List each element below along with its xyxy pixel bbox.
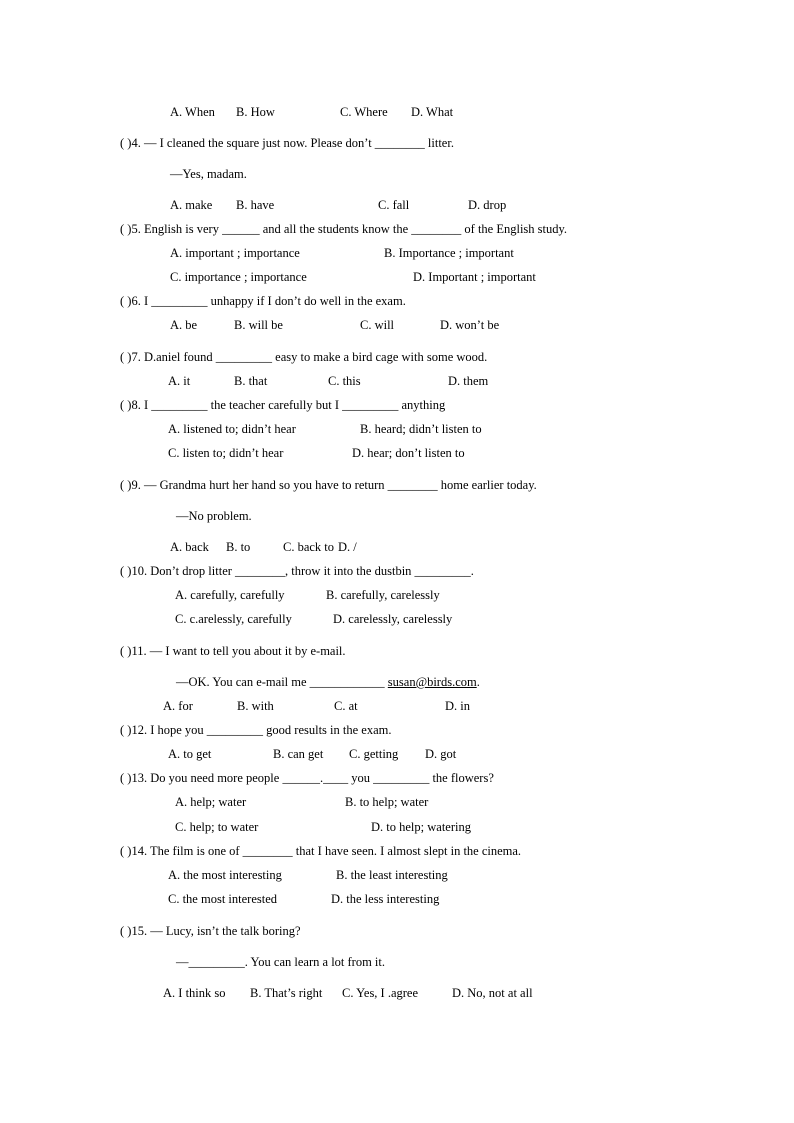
q14-option-a: A. the most interesting (168, 868, 282, 882)
q4-reply: —Yes, madam. (170, 167, 247, 181)
q11-reply-end: . (476, 675, 480, 689)
q10-option-c: C. c.arelessly, carefully (175, 612, 292, 626)
q15-option-d: D. No, not at all (452, 986, 533, 1000)
q14-option-c: C. the most interested (168, 892, 278, 906)
q7-option-d: D. them (448, 374, 489, 388)
q7-option-a: A. it (168, 374, 191, 388)
q13-option-a: A. help; water (175, 795, 247, 809)
q9-option-c: C. back to (283, 540, 335, 554)
q7-option-b: B. that (234, 374, 268, 388)
q5-option-d: D. Important ; important (413, 270, 536, 284)
q9-reply: —No problem. (176, 509, 252, 523)
q4-option-d: D. drop (468, 198, 507, 212)
q15-stem: ( )15. — Lucy, isn’t the talk boring? (120, 924, 301, 938)
q6-option-b: B. will be (234, 318, 283, 332)
q10-option-d: D. carelessly, carelessly (333, 612, 453, 626)
q11-option-c: C. at (334, 699, 358, 713)
q5-option-b: B. Importance ; important (384, 246, 514, 260)
q9-option-a: A. back (170, 540, 209, 554)
q13-stem: ( )13. Do you need more people ______.____ you _________ the flowers? (120, 771, 494, 785)
q11-option-b: B. with (237, 699, 274, 713)
q15-option-b: B. That’s right (250, 986, 323, 1000)
q12-option-b: B. can get (273, 747, 324, 761)
q5-stem: ( )5. English is very ______ and all the students know the ________ of the English study. (120, 222, 568, 236)
q3-option-c: C. Where (340, 105, 388, 119)
q11-stem: ( )11. — I want to tell you about it by e-mail. (120, 644, 346, 658)
q8-option-a: A. listened to; didn’t hear (168, 422, 296, 436)
q12-option-c: C. getting (349, 747, 399, 761)
q15-reply: —_________. You can learn a lot from it. (176, 955, 386, 969)
q15-option-a: A. I think so (163, 986, 226, 1000)
q8-stem: ( )8. I _________ the teacher carefully but I _________ anything (120, 398, 446, 412)
q12-option-d: D. got (425, 747, 457, 761)
q11-email-link[interactable]: susan@birds.com (387, 675, 477, 689)
q9-option-d: D. / (338, 540, 357, 554)
q13-option-c: C. help; to water (175, 820, 259, 834)
q11-reply-text: —OK. You can e-mail me ____________ (176, 675, 388, 689)
q15-option-c: C. Yes, I .agree (342, 986, 419, 1000)
q10-option-a: A. carefully, carefully (175, 588, 285, 602)
q3-option-d: D. What (411, 105, 454, 119)
q14-option-d: D. the less interesting (331, 892, 440, 906)
q8-option-d: D. hear; don’t listen to (352, 446, 465, 460)
q3-option-a: A. When (170, 105, 215, 119)
q7-stem: ( )7. D.aniel found _________ easy to make a bird cage with some wood. (120, 350, 488, 364)
q9-stem: ( )9. — Grandma hurt her hand so you have to return ________ home earlier today. (120, 478, 537, 492)
q4-option-a: A. make (170, 198, 213, 212)
q14-stem: ( )14. The film is one of ________ that I have seen. I almost slept in the cinema. (120, 844, 522, 858)
q5-option-c: C. importance ; importance (170, 270, 307, 284)
q11-option-a: A. for (163, 699, 193, 713)
q14-option-b: B. the least interesting (336, 868, 448, 882)
q6-option-d: D. won’t be (440, 318, 500, 332)
q11-option-d: D. in (445, 699, 470, 713)
q13-option-b: B. to help; water (345, 795, 429, 809)
q3-option-b: B. How (236, 105, 275, 119)
q12-option-a: A. to get (168, 747, 212, 761)
q4-stem: ( )4. — I cleaned the square just now. Please don’t ________ litter. (120, 136, 454, 150)
q12-stem: ( )12. I hope you _________ good results in the exam. (120, 723, 392, 737)
q8-option-c: C. listen to; didn’t hear (168, 446, 284, 460)
q10-stem: ( )10. Don’t drop litter ________, throw it into the dustbin _________. (120, 564, 474, 578)
q10-option-b: B. carefully, carelessly (326, 588, 440, 602)
q7-option-c: C. this (328, 374, 361, 388)
q5-option-a: A. important ; importance (170, 246, 300, 260)
q6-option-a: A. be (170, 318, 198, 332)
q4-option-c: C. fall (378, 198, 410, 212)
q11-reply (176, 674, 480, 690)
q6-stem: ( )6. I _________ unhappy if I don’t do well in the exam. (120, 294, 406, 308)
q9-option-b: B. to (226, 540, 251, 554)
q8-option-b: B. heard; didn’t listen to (360, 422, 482, 436)
q6-option-c: C. will (360, 318, 395, 332)
q13-option-d: D. to help; watering (371, 820, 471, 834)
q4-option-b: B. have (236, 198, 275, 212)
